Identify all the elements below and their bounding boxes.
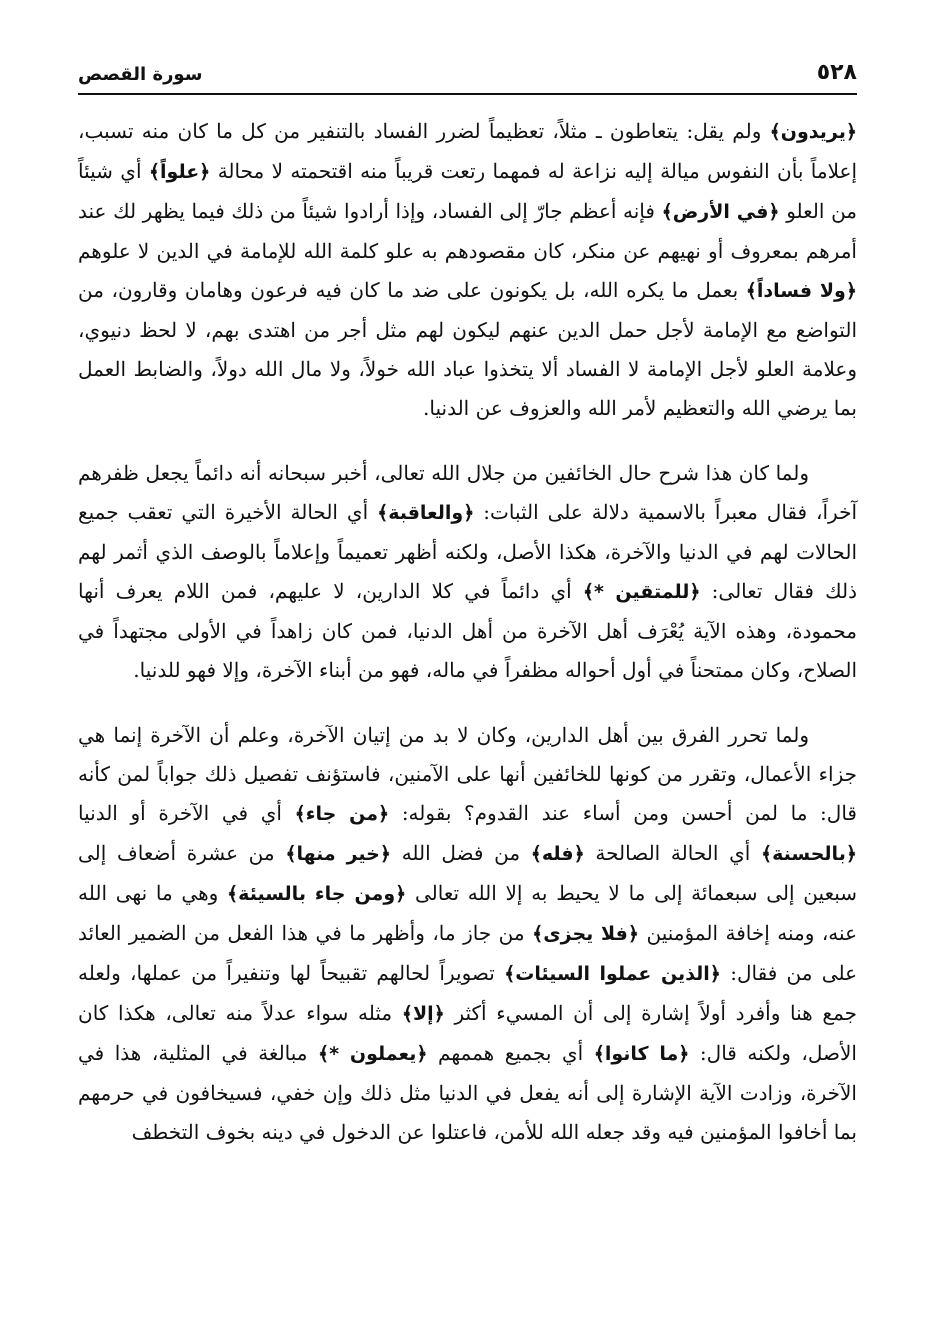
commentary-text: من جاز ما، وأظهر ما في هذا الفعل من الضمير العائد على من فقال: [78, 921, 858, 985]
quran-quote: ﴿فله﴾ [530, 843, 585, 865]
quran-quote: ﴿في الأرض﴾ [661, 201, 780, 223]
commentary-text: أي بجميع هممهم [427, 1041, 594, 1065]
quran-quote: ﴿علواً﴾ [148, 161, 211, 183]
quran-quote: ﴿يريدون﴾ [769, 121, 857, 143]
quran-quote: ﴿ما كانوا﴾ [593, 1043, 690, 1065]
header-rule [78, 93, 857, 95]
commentary-text: من فضل الله [391, 841, 531, 865]
commentary-text: مبالغة في المثلية، هذا في الآخرة، وزادت الآية الإشارة إلى أنه يفعل في الدنيا مثل ذلك وإن خفي، فسيخافون في حرمهم بما أخافوا المؤمنين فيه وقد جعله الله للأمن، فاعتلوا عن الدخول في دينه بخوف التخطف [78, 1041, 857, 1144]
paragraph [78, 112, 857, 428]
commentary-text: أي الحالة الأخيرة التي تعقب جميع الحالات لهم في الدنيا والآخرة، هكذا الأصل، ولكنه أظهر تعميماً وإعلاماً بالوصف الذي أثمر لهم ذلك فقال تعالى: [78, 500, 858, 603]
quran-quote: ﴿الذين عملوا السيئات﴾ [504, 963, 721, 985]
commentary-text: ولم يقل: يتعاطون ـ مثلاً، تعظيماً لضرر الفساد بالتنفير من كل ما كان منه تسبب، إعلاماً بأن النفوس ميالة إليه نزاعة له فمهما رتعت قريباً منه اقتحمته لا محالة [78, 119, 857, 183]
commentary-text: فإنه أعظم جارّ إلى الفساد، وإذا أرادوا شيئاً من ذلك فيما يظهر لك عند أمرهم بمعروف أو نهيهم عن منكر، كان مقصودهم به علو كلمة الله للإمامة في الدين لا علوهم [78, 199, 857, 263]
page-number: ٥٢٨ [816, 60, 857, 85]
quran-quote: ﴿فلا يجزى﴾ [532, 923, 639, 945]
quran-quote: ﴿من جاء﴾ [294, 803, 390, 825]
commentary-text: أي شيئاً من العلو [78, 159, 858, 223]
quran-quote: ﴿والعاقبة﴾ [377, 502, 475, 524]
commentary-text: وهي ما نهى الله عنه، ومنه إخافة المؤمنين [78, 881, 857, 945]
commentary-text: ولما كان هذا شرح حال الخائفين من جلال الله تعالى، أخبر سبحانه أنه دائماً يجعل ظفرهم آخراً، فقال معبراً بالاسمية دلالة على الثبات: [78, 461, 858, 524]
paragraph [78, 716, 857, 1152]
quran-quote: ﴿ومن جاء بالسيئة﴾ [227, 883, 407, 905]
commentary-text: بعمل ما يكره الله، بل يكونون على ضد ما كان فيه فرعون وهامان وقارون، من التواضع مع الإمامة لأجل حمل الدين عنهم ليكون لهم مثل أجر من اهتدى بهم، لا لحظ دنيوي، وعلامة العلو لأجل الإمامة لا الفساد ألا يتخذوا عباد الله خولاً، ولا مال الله دولاً، والضابط العمل بما يرضي الله والتعظيم لأمر الله والعزوف عن الدنيا. [78, 278, 857, 420]
paragraph [78, 454, 857, 690]
quran-quote: ﴿إلا﴾ [401, 1003, 445, 1025]
commentary-text: أي في الآخرة أو الدنيا [78, 801, 295, 825]
commentary-text: من عشرة أضعاف إلى سبعين إلى سبعمائة إلى ما لا يحيط به إلا الله تعالى [78, 841, 858, 905]
quran-quote: ﴿ولا فساداً﴾ [745, 280, 858, 302]
body-text [78, 112, 857, 1152]
commentary-text: أي دائماً في كلا الدارين، لا عليهم، فمن اللام يعرف أنها محمودة، وهذه الآية يُعْرَف أهل الآخرة من أهل الدنيا، فمن كان زاهداً في الأولى مجتهداً في الصلاح، وكان ممتحناً في أول أحواله مظفراً في ماله، فهو من أبناء الآخرة، وإلا فهو للدنيا. [78, 579, 857, 682]
quran-quote: ﴿للمتقين *﴾ [582, 581, 701, 603]
quran-quote: ﴿بالحسنة﴾ [760, 843, 857, 865]
commentary-text: تصويراً لحالهم تقبيحاً لها وتنفيراً من عملها، ولعله جمع هنا وأفرد أولاً إشارة إلى أن المسيء أكثر [78, 961, 857, 1025]
commentary-text: مثله سواء عدلاً منه تعالى، هكذا كان الأصل، ولكنه قال: [78, 1001, 857, 1065]
commentary-text: أي الحالة الصالحة [584, 841, 761, 865]
page-header [78, 58, 857, 90]
quran-quote: ﴿يعملون *﴾ [318, 1043, 428, 1065]
running-title: سورة القصص [78, 64, 203, 85]
quran-quote: ﴿خير منها﴾ [285, 843, 391, 865]
commentary-text: ولما تحرر الفرق بين أهل الدارين، وكان لا بد من إتيان الآخرة، وعلم أن الآخرة إنما هي جزاء الأعمال، وتقرر من كونها للخائفين أنها على الآمنين، فاستؤنف تفصيل ذلك جواباً لمن كأنه قال: ما لمن أحسن ومن أساء عند القدوم؟ بقوله: [78, 723, 857, 825]
